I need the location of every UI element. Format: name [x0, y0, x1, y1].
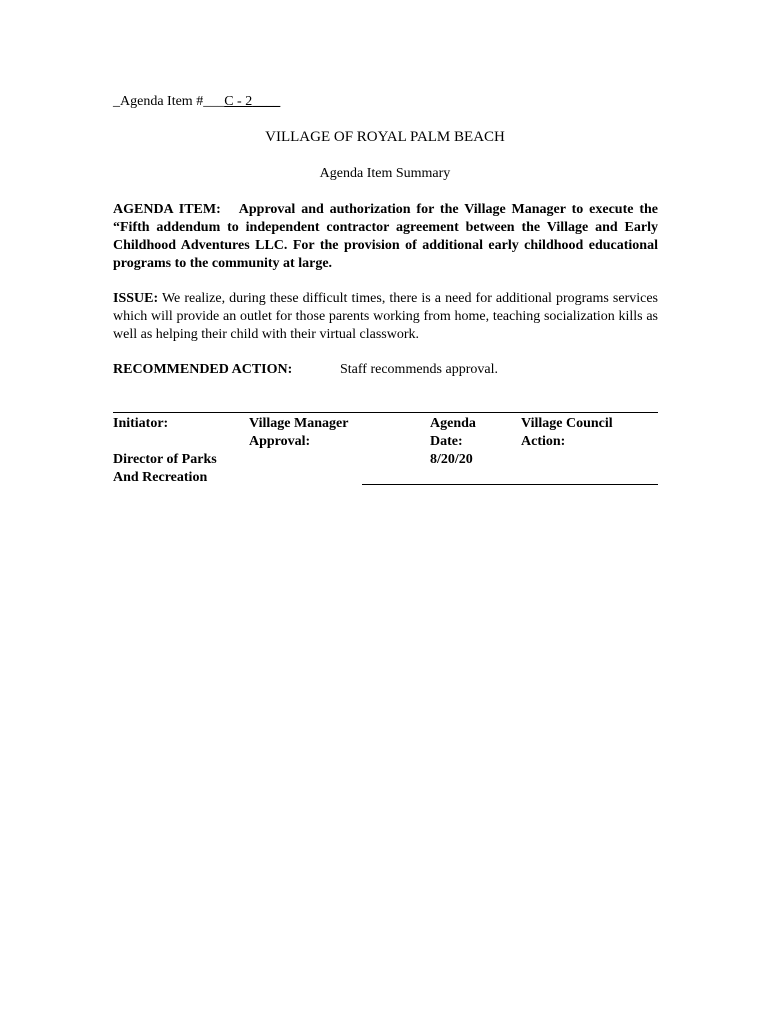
- initiator-value: [113, 451, 217, 487]
- agenda-prefix: _Agenda Item #___: [113, 94, 225, 109]
- agenda-item-text: Approval and authorization for the Village Manager to execute the “Fifth addendum to independent contractor agreement between the Village and Early Childhood Adventures LLC. For the provision of additional early childhood educational programs to the community at large.: [113, 202, 658, 271]
- recommended-action-label: RECOMMENDED ACTION:: [113, 362, 293, 377]
- manager-line-1: Village Manager: [249, 416, 349, 431]
- agenda-date-line-1: Agenda: [430, 416, 476, 431]
- issue-label: ISSUE:: [113, 291, 159, 306]
- document-subtitle: Agenda Item Summary: [319, 166, 451, 181]
- village-manager-approval: [249, 415, 348, 451]
- recommended-action-text: Staff recommends approval.: [340, 362, 498, 377]
- initiator-line-1: Director of Parks: [113, 452, 217, 467]
- initiator-line-2: And Recreation: [113, 470, 208, 485]
- council-line-1: Village Council: [521, 416, 613, 431]
- agenda-date: [430, 415, 476, 469]
- initiator-label: Initiator:: [113, 416, 169, 431]
- agenda-date-value: 8/20/20: [430, 452, 473, 467]
- table-bottom-rule: [362, 484, 658, 485]
- issue-paragraph: [113, 290, 658, 344]
- table-top-rule: [113, 412, 658, 413]
- council-line-2: Action:: [521, 434, 566, 449]
- agenda-item-label: AGENDA ITEM:: [113, 202, 221, 217]
- agenda-suffix: ____: [252, 94, 281, 109]
- manager-line-2: Approval:: [249, 434, 311, 449]
- document-title: VILLAGE OF ROYAL PALM BEACH: [265, 129, 505, 145]
- village-council-action: [521, 415, 613, 451]
- issue-text: We realize, during these difficult times, there is a need for additional programs services which will provide an outlet for those parents working from home, teaching socialization kills as well as helping their child with their virtual classwork.: [113, 291, 658, 342]
- agenda-date-line-2: Date:: [430, 434, 463, 449]
- agenda-item-number: [113, 94, 280, 110]
- agenda-item-paragraph: [113, 201, 658, 273]
- agenda-number: C - 2: [224, 94, 253, 109]
